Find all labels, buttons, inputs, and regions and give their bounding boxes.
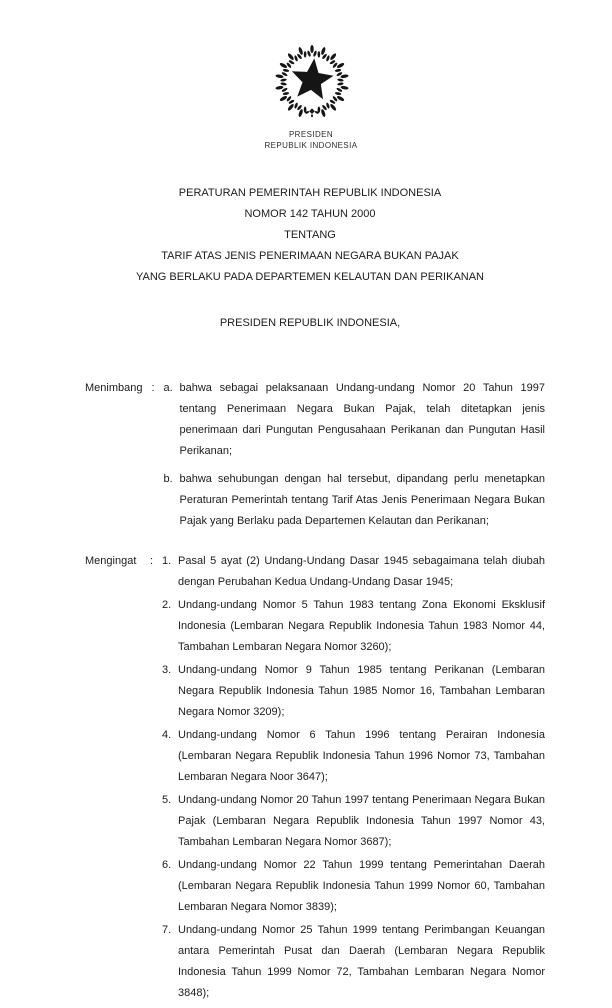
item-text: Undang-undang Nomor 25 Tahun 1999 tentang Perimbangan Keuangan antara Pemerintah Pusat dan Daerah (Lembaran Negara Republik Indonesia Tahun 1999 Nomor 72, Tambahan Lembaran Negara Nomor 3848); — [178, 924, 545, 999]
consideration-list — [163, 378, 545, 539]
salutation: PRESIDEN REPUBLIK INDONESIA, — [219, 317, 401, 329]
item-text: Undang-undang Nomor 6 Tahun 1996 tentang Perairan Indonesia (Lembaran Negara Republik Indonesia Tahun 1996 Nomor 73, Tambahan Lembaran Negara Noor 3647); — [178, 729, 545, 783]
legal-basis-item — [162, 920, 545, 1004]
item-text: Undang-undang Nomor 9 Tahun 1985 tentang Perikanan (Lembaran Negara Republik Indonesia Tahun 1985 Nomor 16, Tambahan Lembaran Negara Nomor 3209); — [178, 664, 545, 718]
letterhead-org — [5, 129, 612, 151]
item-marker: 3. — [162, 664, 172, 676]
item-marker: 4. — [162, 729, 172, 741]
item-marker: 1. — [162, 555, 172, 567]
presidential-star-wreath-emblem — [268, 38, 356, 126]
item-marker: 5. — [162, 794, 172, 806]
item-marker: 2. — [162, 599, 172, 611]
star — [289, 56, 335, 100]
item-marker: 6. — [162, 859, 172, 871]
title-line-4: TARIF ATAS JENIS PENERIMAAN NEGARA BUKAN PAJAK — [161, 250, 459, 262]
item-text: Undang-undang Nomor 22 Tahun 1999 tentang Pemerintahan Daerah (Lembaran Negara Republik Indonesia Tahun 1999 Nomor 60, Tambahan Lembaran Negara Nomor 3839); — [178, 859, 545, 913]
regulation-title — [4, 183, 612, 288]
title-line-3: TENTANG — [284, 229, 336, 241]
item-text: Undang-undang Nomor 5 Tahun 1983 tentang Zona Ekonomi Eksklusif Indonesia (Lembaran Negara Republik Indonesia Tahun 1983 Nomor 44, Tambahan Lembaran Negara Nomor 3260); — [178, 599, 545, 653]
legal-basis-item — [162, 660, 545, 723]
section-mengingat — [85, 551, 545, 1006]
legal-basis-item — [162, 595, 545, 658]
letterhead — [0, 0, 612, 151]
section-menimbang — [85, 378, 545, 539]
item-marker: 7. — [162, 924, 172, 936]
legal-basis-item — [162, 725, 545, 788]
item-text: bahwa sehubungan dengan hal tersebut, dipandang perlu menetapkan Peraturan Pemerintah tentang Tarif Atas Jenis Penerimaan Negara Bukan Pajak yang Berlaku pada Departemen Kelautan dan Perikanan; — [179, 473, 545, 527]
ribbon-ornament — [305, 108, 319, 116]
title-line-1: PERATURAN PEMERINTAH REPUBLIK INDONESIA — [178, 187, 442, 199]
section-separator: : — [151, 382, 155, 394]
title-line-2: NOMOR 142 TAHUN 2000 — [244, 208, 376, 220]
legal-basis-item — [162, 551, 545, 593]
section-separator: : — [149, 555, 154, 567]
document-body — [85, 378, 545, 1006]
org-line-presiden: PRESIDEN — [288, 130, 334, 139]
item-marker: a. — [163, 382, 173, 394]
item-marker: b. — [163, 473, 173, 485]
title-line-5: YANG BERLAKU PADA DEPARTEMEN KELAUTAN DAN PERIKANAN — [135, 271, 484, 283]
legal-basis-item — [162, 855, 545, 918]
org-line-republik: REPUBLIK INDONESIA — [264, 141, 358, 150]
item-text: Pasal 5 ayat (2) Undang-Undang Dasar 1945 sebagaimana telah diubah dengan Perubahan Kedua Undang-Undang Dasar 1945; — [178, 555, 545, 588]
legal-basis-list — [162, 551, 545, 1006]
legal-basis-item — [162, 790, 545, 853]
section-label: Mengingat — [85, 555, 137, 567]
item-text: Undang-undang Nomor 20 Tahun 1997 tentang Penerimaan Negara Bukan Pajak (Lembaran Negara Republik Indonesia Tahun 1997 Nomor 43, Tambahan Lembaran Negara Nomor 3687); — [178, 794, 545, 848]
section-label: Menimbang — [85, 382, 143, 394]
item-text: bahwa sebagai pelaksanaan Undang-undang Nomor 20 Tahun 1997 tentang Penerimaan Negara Bukan Pajak, telah ditetapkan jenis penerimaan dari Pungutan Pengusahaan Perikanan dan Pungutan Hasil Perikanan; — [179, 382, 545, 457]
consideration-item — [163, 378, 545, 462]
consideration-item — [163, 469, 545, 532]
